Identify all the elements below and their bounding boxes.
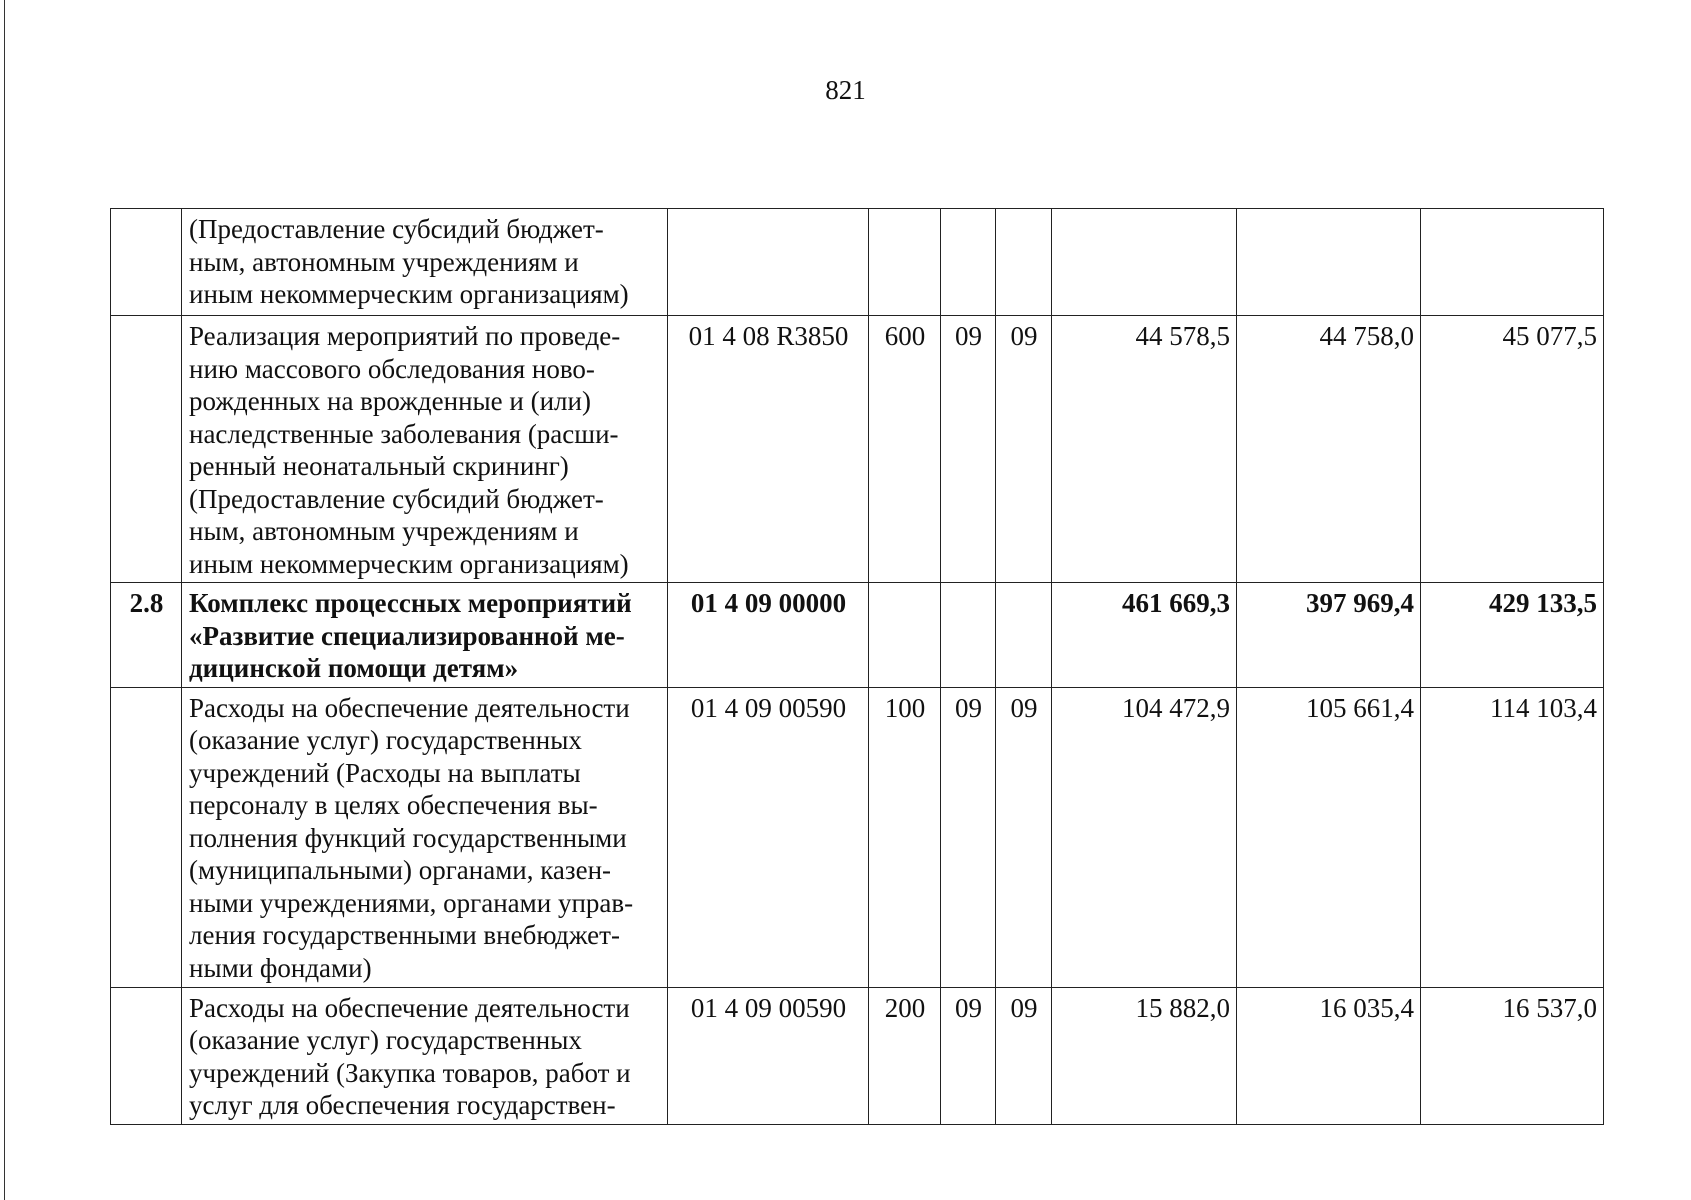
subsection-code-cell [996, 583, 1052, 688]
row-name-line: ными фондами) [189, 952, 372, 983]
table-row [111, 209, 1604, 316]
table-row [111, 316, 1604, 583]
row-name-line: учреждений (Закупка товаров, работ и [189, 1057, 631, 1088]
amount-year3-cell: 16 537,0 [1421, 987, 1604, 1124]
amount-year1-cell: 104 472,9 [1052, 687, 1237, 987]
row-name-line: Реализация мероприятий по проведе- [189, 321, 621, 351]
row-name-line: ным, автономным учреждениям и [189, 516, 579, 546]
amount-year2-cell: 397 969,4 [1237, 583, 1421, 688]
row-name-line: (Предоставление субсидий бюджет- [189, 214, 604, 244]
row-name-line: ренный неонатальный скрининг) [189, 451, 569, 481]
row-name-line: Расходы на обеспечение деятельности [189, 992, 630, 1023]
amount-year3-cell [1421, 209, 1604, 316]
row-name-line: полнения функций государственными [189, 822, 627, 853]
row-name-line: услуг для обеспечения государствен- [189, 1090, 616, 1120]
table-row [111, 687, 1604, 987]
amount-year2-cell: 44 758,0 [1237, 316, 1421, 583]
section-code-cell: 09 [941, 316, 996, 583]
expense-type-cell: 200 [869, 987, 941, 1124]
row-number-cell [111, 987, 182, 1124]
row-name-line: дицинской помощи детям» [189, 653, 519, 683]
row-name-line: (оказание услуг) государственных [189, 725, 582, 755]
row-name-cell [182, 209, 668, 316]
budget-table-body [111, 209, 1604, 1125]
amount-year2-cell: 16 035,4 [1237, 987, 1421, 1124]
row-name-line: иным некоммерческим организациям) [189, 548, 629, 579]
expense-type-cell: 600 [869, 316, 941, 583]
subsection-code-cell: 09 [996, 316, 1052, 583]
row-name-line: Комплекс процессных мероприятий [189, 588, 632, 618]
row-name-cell [182, 687, 668, 987]
amount-year3-cell: 45 077,5 [1421, 316, 1604, 583]
amount-year1-cell: 15 882,0 [1052, 987, 1237, 1124]
row-name-line: Расходы на обеспечение деятельности [189, 692, 630, 723]
row-name-line: ления государственными внебюджет- [189, 920, 620, 950]
row-number-cell [111, 209, 182, 316]
amount-year2-cell [1237, 209, 1421, 316]
subsection-code-cell: 09 [996, 987, 1052, 1124]
section-code-cell: 09 [941, 687, 996, 987]
row-name-line: (муниципальными) органами, казен- [189, 855, 612, 885]
expense-type-cell [869, 209, 941, 316]
target-article-code-cell: 01 4 08 R3850 [668, 316, 869, 583]
amount-year3-cell: 429 133,5 [1421, 583, 1604, 688]
page-number: 821 [825, 75, 866, 105]
row-name-line: учреждений (Расходы на выплаты [189, 757, 581, 788]
target-article-code-cell [668, 209, 869, 316]
target-article-code-cell: 01 4 09 00000 [668, 583, 869, 688]
row-name-line: иным некоммерческим организациям) [189, 279, 629, 309]
row-name-line: (оказание услуг) государственных [189, 1025, 582, 1055]
page-left-edge-rule [4, 0, 5, 1200]
target-article-code-cell: 01 4 09 00590 [668, 687, 869, 987]
row-number-cell: 2.8 [111, 583, 182, 688]
amount-year1-cell: 461 669,3 [1052, 583, 1237, 688]
amount-year1-cell: 44 578,5 [1052, 316, 1237, 583]
row-name-line: «Развитие специализированной ме- [189, 620, 625, 651]
row-number-cell [111, 316, 182, 583]
subsection-code-cell [996, 209, 1052, 316]
row-name-line: ными учреждениями, органами управ- [189, 887, 634, 918]
row-name-line: ным, автономным учреждениям и [189, 246, 579, 277]
row-name-line: нию массового обследования ново- [189, 353, 595, 384]
row-name-line: персоналу в целях обеспечения вы- [189, 790, 598, 820]
section-code-cell: 09 [941, 987, 996, 1124]
row-name-cell [182, 583, 668, 688]
row-number-cell [111, 687, 182, 987]
amount-year3-cell: 114 103,4 [1421, 687, 1604, 987]
row-name-cell [182, 987, 668, 1124]
row-name-line: наследственные заболевания (расши- [189, 418, 619, 449]
section-code-cell [941, 583, 996, 688]
target-article-code-cell: 01 4 09 00590 [668, 987, 869, 1124]
row-name-line: (Предоставление субсидий бюджет- [189, 483, 604, 514]
row-name-cell [182, 316, 668, 583]
row-name-line: рожденных на врожденные и (или) [189, 386, 591, 416]
budget-table [110, 208, 1604, 1125]
expense-type-cell: 100 [869, 687, 941, 987]
amount-year2-cell: 105 661,4 [1237, 687, 1421, 987]
table-row [111, 987, 1604, 1124]
amount-year1-cell [1052, 209, 1237, 316]
subsection-code-cell: 09 [996, 687, 1052, 987]
expense-type-cell [869, 583, 941, 688]
table-row [111, 583, 1604, 688]
section-code-cell [941, 209, 996, 316]
